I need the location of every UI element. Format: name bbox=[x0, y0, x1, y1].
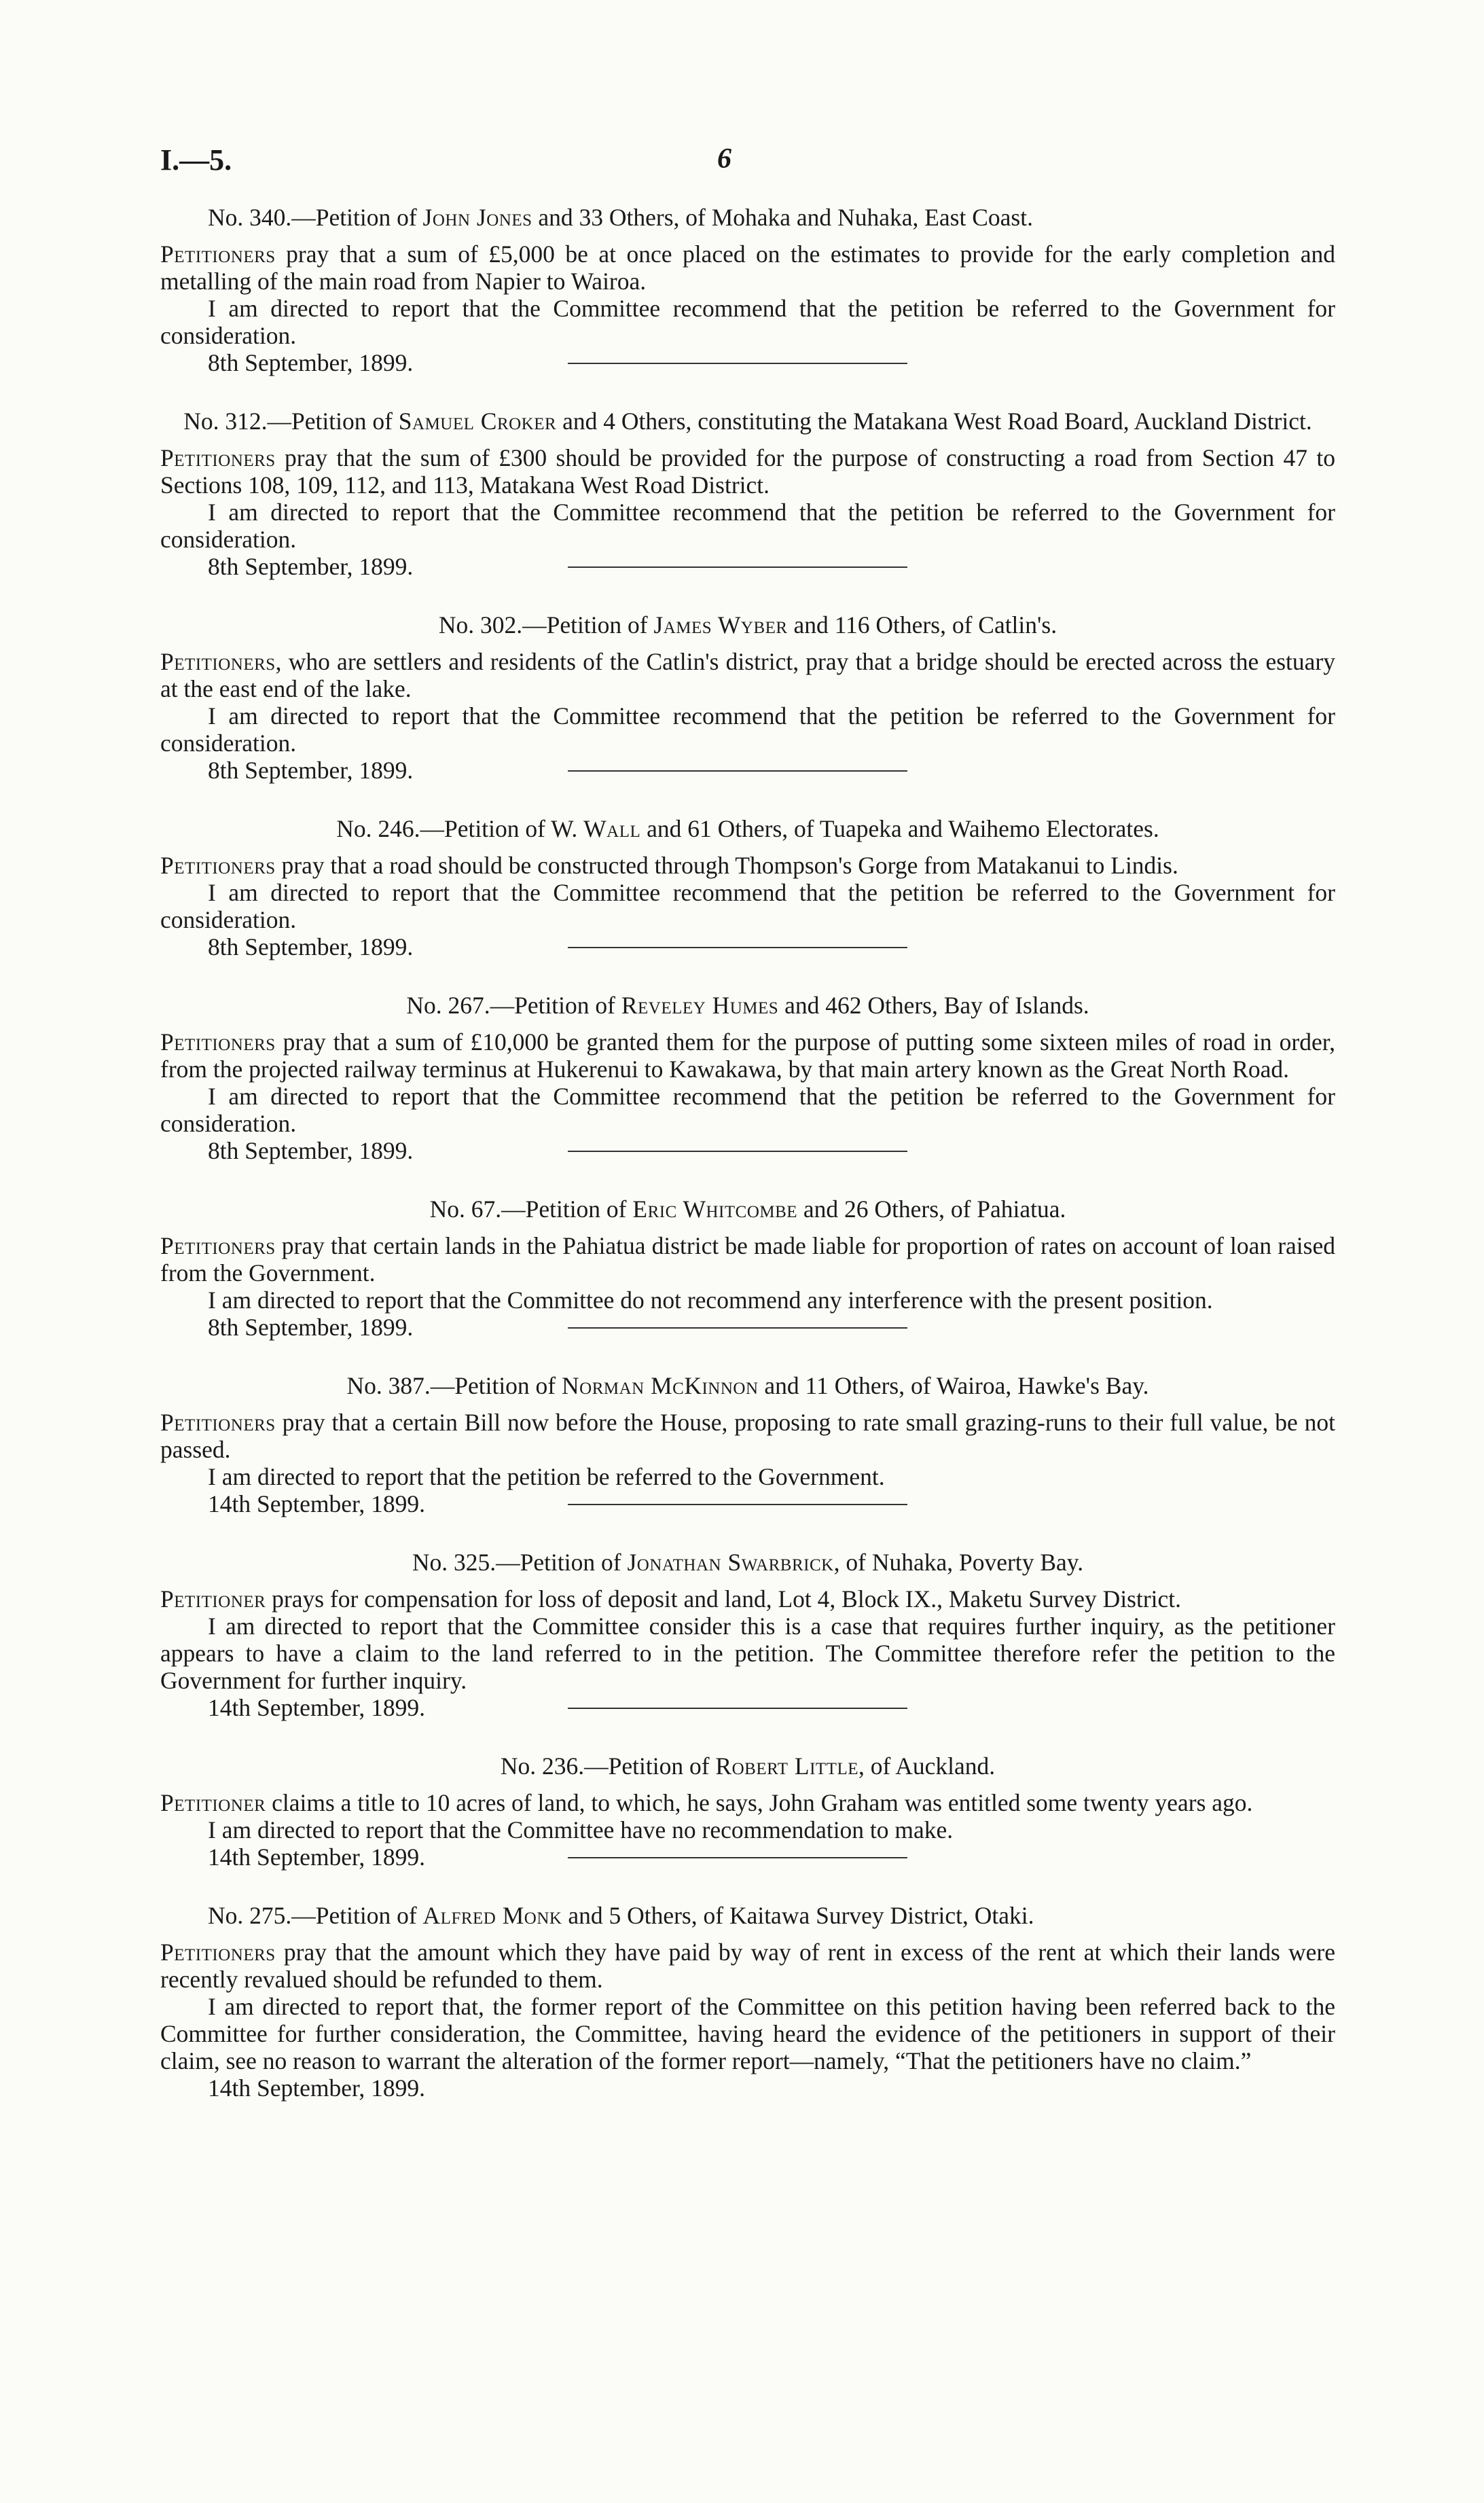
separator-rule bbox=[568, 1857, 907, 1858]
petition-entry bbox=[160, 1752, 1335, 1871]
committee-report: I am directed to report that the Committee have no recommendation to make. bbox=[208, 1816, 954, 1843]
committee-report: I am directed to report that the Committee recommend that the petition be referred to the Government for consideration. bbox=[160, 295, 1335, 349]
committee-report: I am directed to report that the Committee recommend that the petition be referred to the Government for consideration. bbox=[160, 879, 1335, 933]
petition-entry bbox=[160, 408, 1335, 580]
petitioner-name: Norman McKinnon bbox=[562, 1372, 759, 1399]
petition-prayer: Petitioners pray that a certain Bill now before the House, proposing to rate small grazing-runs to their full value, be not passed. bbox=[160, 1409, 1335, 1463]
petition-title: No. 267.—Petition of Reveley Humes and 462 Others, Bay of Islands. bbox=[406, 992, 1089, 1019]
petitioner-name: Alfred Monk bbox=[422, 1902, 562, 1929]
petitioner-name: Reveley Humes bbox=[621, 992, 779, 1019]
separator-rule bbox=[568, 363, 907, 364]
petition-title: No. 312.—Petition of Samuel Croker and 4 Others, constituting the Matakana West Road Board, Auckland District. bbox=[183, 408, 1312, 435]
separator-rule bbox=[568, 770, 907, 772]
petition-title: No. 236.—Petition of Robert Little, of Auckland. bbox=[500, 1752, 996, 1780]
petition-prayer: Petitioners, who are settlers and residents of the Catlin's district, pray that a bridge should be erected across the estuary at the east end of the lake. bbox=[160, 648, 1335, 702]
petition-title: No. 325.—Petition of Jonathan Swarbrick, of Nuhaka, Poverty Bay. bbox=[412, 1549, 1084, 1576]
petition-entry bbox=[160, 611, 1335, 784]
petitions-list bbox=[160, 204, 1335, 2102]
petition-title: No. 67.—Petition of Eric Whitcombe and 26 Others, of Pahiatua. bbox=[429, 1195, 1066, 1223]
report-date: 8th September, 1899. bbox=[160, 553, 1335, 580]
petition-entry bbox=[160, 1902, 1335, 2102]
petitioner-name: Robert Little bbox=[715, 1752, 858, 1780]
report-date: 8th September, 1899. bbox=[160, 1137, 1335, 1164]
petition-title: No. 340.—Petition of John Jones and 33 Others, of Mohaka and Nuhaka, East Coast. bbox=[208, 204, 1033, 231]
report-date: 14th September, 1899. bbox=[160, 1843, 1335, 1871]
petitioner-name: Samuel Croker bbox=[398, 408, 557, 435]
petitioner-name: Wall bbox=[583, 815, 641, 842]
report-date: 14th September, 1899. bbox=[160, 1694, 1335, 1721]
petitioner-name: John Jones bbox=[422, 204, 532, 231]
petitioner-name: Eric Whitcombe bbox=[632, 1195, 798, 1223]
page-header bbox=[160, 143, 1335, 183]
petition-prayer: Petitioners pray that the amount which they have paid by way of rent in excess of the rent at which their lands were recently revalued should be refunded to them. bbox=[160, 1939, 1335, 1993]
petition-prayer: Petitioners pray that a road should be constructed through Thompson's Gorge from Matakanui to Lindis. bbox=[160, 852, 1178, 879]
separator-rule bbox=[568, 1327, 907, 1329]
report-date: 8th September, 1899. bbox=[160, 349, 1335, 376]
petition-entry bbox=[160, 815, 1335, 960]
petition-prayer: Petitioners pray that the sum of £300 should be provided for the purpose of constructing a road from Section 47 to Sections 108, 109, 112, and 113, Matakana West Road District. bbox=[160, 444, 1335, 499]
separator-rule bbox=[568, 1708, 907, 1709]
petition-entry bbox=[160, 1549, 1335, 1721]
report-date: 14th September, 1899. bbox=[160, 1490, 1335, 1517]
report-date: 8th September, 1899. bbox=[160, 1314, 1335, 1341]
petition-title: No. 302.—Petition of James Wyber and 116 Others, of Catlin's. bbox=[438, 611, 1057, 638]
petition-prayer: Petitioners pray that a sum of £5,000 be at once placed on the estimates to provide for the early completion and metalling of the main road from Napier to Wairoa. bbox=[160, 240, 1335, 295]
document-reference: I.—5. bbox=[160, 143, 232, 177]
committee-report: I am directed to report that the Committee do not recommend any interference with the present position. bbox=[208, 1286, 1213, 1314]
separator-rule bbox=[568, 1504, 907, 1505]
petition-entry bbox=[160, 1372, 1335, 1517]
petition-prayer: Petitioner claims a title to 10 acres of land, to which, he says, John Graham was entitled some twenty years ago. bbox=[160, 1789, 1253, 1816]
report-date: 8th September, 1899. bbox=[160, 933, 1335, 960]
petition-prayer: Petitioners pray that a sum of £10,000 be granted them for the purpose of putting some sixteen miles of road in order, from the projected railway terminus at Hukerenui to Kawakawa, by that main artery known as the Great North Road. bbox=[160, 1028, 1335, 1083]
committee-report: I am directed to report that the Committee recommend that the petition be referred to the Government for consideration. bbox=[160, 499, 1335, 553]
report-date: 14th September, 1899. bbox=[208, 2074, 426, 2102]
committee-report: I am directed to report that the petition be referred to the Government. bbox=[208, 1463, 885, 1490]
separator-rule bbox=[568, 566, 907, 568]
report-date: 8th September, 1899. bbox=[160, 757, 1335, 784]
committee-report: I am directed to report that the Committee recommend that the petition be referred to the Government for consideration. bbox=[160, 1083, 1335, 1137]
committee-report: I am directed to report that the Committee consider this is a case that requires further inquiry, as the petitioner appears to have a claim to the land referred to in the petition. The Committee therefore refer the petition to the Government for further inquiry. bbox=[160, 1613, 1335, 1694]
petitioner-name: James Wyber bbox=[653, 611, 788, 638]
committee-report: I am directed to report that the Committee recommend that the petition be referred to the Government for consideration. bbox=[160, 702, 1335, 757]
petition-prayer: Petitioner prays for compensation for loss of deposit and land, Lot 4, Block IX., Maketu Survey District. bbox=[160, 1585, 1182, 1613]
committee-report: I am directed to report that, the former report of the Committee on this petition having been referred back to the Committee for further consideration, the Committee, having heard the evidence of the petitioners in support of their claim, see no reason to warrant the alteration of the former report—namely, “That the petitioners have no claim.” bbox=[160, 1993, 1335, 2074]
page-number: 6 bbox=[717, 143, 731, 175]
separator-rule bbox=[568, 947, 907, 948]
petitioner-name: Jonathan Swarbrick bbox=[627, 1549, 834, 1576]
petition-title: No. 275.—Petition of Alfred Monk and 5 Others, of Kaitawa Survey District, Otaki. bbox=[208, 1902, 1034, 1929]
petition-entry bbox=[160, 204, 1335, 376]
separator-rule bbox=[568, 1151, 907, 1152]
petition-prayer: Petitioners pray that certain lands in the Pahiatua district be made liable for proportion of rates on account of loan raised from the Government. bbox=[160, 1232, 1335, 1286]
petition-entry bbox=[160, 992, 1335, 1164]
petition-entry bbox=[160, 1195, 1335, 1341]
petition-title: No. 246.—Petition of W. Wall and 61 Others, of Tuapeka and Waihemo Electorates. bbox=[336, 815, 1159, 842]
petition-title: No. 387.—Petition of Norman McKinnon and 11 Others, of Wairoa, Hawke's Bay. bbox=[346, 1372, 1149, 1399]
